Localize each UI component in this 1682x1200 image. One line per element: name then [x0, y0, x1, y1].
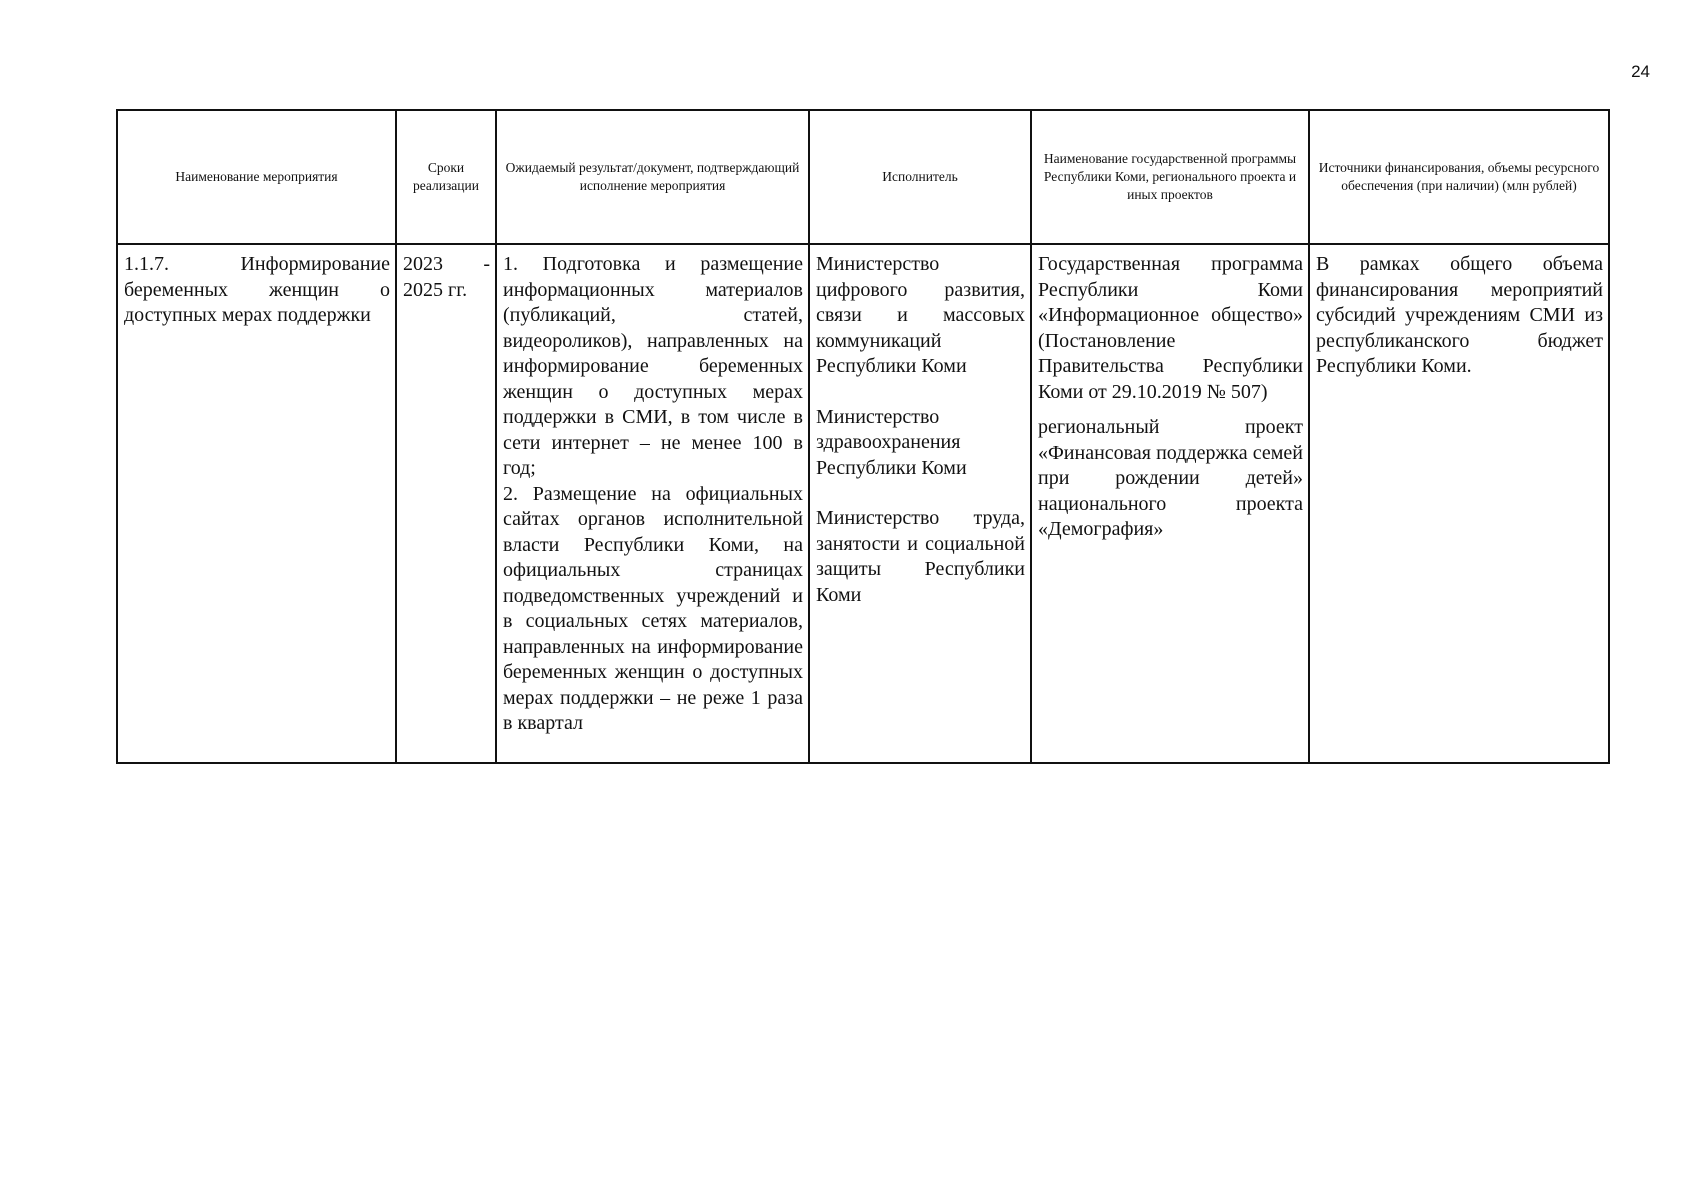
cell-activity-name: 1.1.7. Информирование беременных женщин о доступных мерах поддержки — [117, 244, 396, 763]
header-financing: Источники финансирования, объемы ресурсного обеспечения (при наличии) (млн рублей) — [1309, 110, 1609, 244]
result-item-2: 2. Размещение на официальных сайтах органов исполнительной власти Республики Коми, на официальных страницах подведомственных учреждений и в социальных сетях материалов, направленных на информирование беременных женщин о доступных мерах поддержки – не реже 1 раза в квартал — [503, 482, 803, 734]
program-item-2: региональный проект «Финансовая поддержка семей при рождении детей» национального проекта «Демография» — [1038, 416, 1303, 540]
activities-table — [116, 109, 1610, 764]
page-number: 24 — [1631, 62, 1650, 81]
executor-item-3: Министерство труда, занятости и социальной защиты Республики Коми — [816, 507, 1025, 606]
result-item-1: 1. Подготовка и размещение информационных материалов (публикаций, статей, видеороликов), направленных на информирование беременных женщин о доступных мерах поддержки в СМИ, в том числе в сети интернет – не менее 100 в год; — [503, 253, 803, 479]
cell-expected-result — [496, 244, 809, 763]
header-dates: Сроки реализации — [396, 110, 496, 244]
header-expected-result: Ожидаемый результат/документ, подтверждающий исполнение мероприятия — [496, 110, 809, 244]
header-activity-name: Наименование мероприятия — [117, 110, 396, 244]
header-program: Наименование государственной программы Республики Коми, регионального проекта и иных проектов — [1031, 110, 1309, 244]
executor-item-2: Министерство здравоохранения Республики Коми — [816, 405, 967, 479]
cell-dates: 2023 - 2025 гг. — [396, 244, 496, 763]
cell-executor — [809, 244, 1031, 763]
header-executor: Исполнитель — [809, 110, 1031, 244]
table-header-row — [117, 110, 1609, 244]
executor-item-1: Министерство цифрового развития, связи и массовых коммуникаций Республики Коми — [816, 253, 1025, 377]
cell-program — [1031, 244, 1309, 763]
cell-financing: В рамках общего объема финансирования мероприятий субсидий учреждениям СМИ из республиканского бюджет Республики Коми. — [1309, 244, 1609, 763]
table-row — [117, 244, 1609, 763]
program-item-1: Государственная программа Республики Коми «Информационное общество» (Постановление Правительства Республики Коми от 29.10.2019 № 507) — [1038, 253, 1303, 403]
